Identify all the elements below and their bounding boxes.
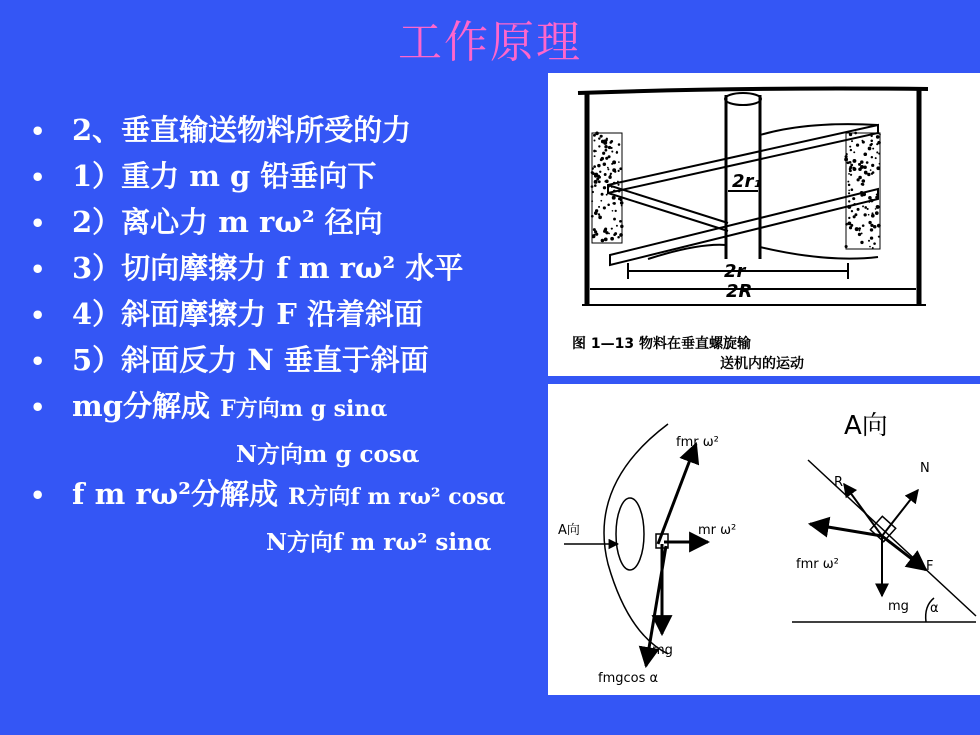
material-speck xyxy=(876,151,878,153)
material-speck xyxy=(845,245,848,248)
material-speck xyxy=(591,167,593,169)
material-speck xyxy=(858,163,861,166)
material-speck xyxy=(871,143,873,145)
material-speck xyxy=(852,159,856,163)
material-speck xyxy=(619,220,622,223)
material-speck xyxy=(856,144,859,147)
screw-conveyor-figure xyxy=(548,73,980,376)
material-speck xyxy=(864,166,866,168)
material-speck xyxy=(870,139,873,142)
bullet-text: 2、垂直输送物料所受的力 xyxy=(72,113,412,147)
material-speck xyxy=(861,140,863,142)
material-speck xyxy=(604,145,608,149)
bullet-dot: • xyxy=(30,301,46,330)
material-speck xyxy=(870,135,872,137)
material-speck xyxy=(595,132,599,136)
material-speck xyxy=(598,137,600,139)
material-speck xyxy=(601,239,605,243)
label-2r1: 2r₁ xyxy=(732,171,762,192)
material-speck xyxy=(860,241,863,244)
material-speck xyxy=(872,148,874,150)
material-speck xyxy=(591,200,593,202)
bullet-item xyxy=(30,108,411,149)
label-F: F xyxy=(926,559,934,574)
material-speck xyxy=(619,198,621,200)
view-a-title: A向 xyxy=(844,411,888,441)
bullet-text: 5）斜面反力 N 垂直于斜面 xyxy=(72,343,429,377)
material-speck xyxy=(868,240,870,242)
material-speck xyxy=(860,165,864,169)
material-speck xyxy=(612,168,616,172)
material-speck xyxy=(593,234,595,236)
material-speck xyxy=(613,218,616,221)
material-speck xyxy=(847,205,851,209)
material-speck xyxy=(598,175,600,177)
material-speck xyxy=(859,230,861,232)
material-speck xyxy=(598,213,600,215)
material-speck xyxy=(607,167,609,169)
label-2R: 2R xyxy=(726,281,753,302)
material-speck xyxy=(878,236,880,238)
material-speck xyxy=(868,214,870,216)
material-speck xyxy=(876,135,880,139)
material-speck xyxy=(876,166,880,170)
material-speck xyxy=(858,227,861,230)
material-speck xyxy=(619,233,623,237)
material-speck xyxy=(619,167,622,170)
bullet-item xyxy=(30,246,463,287)
material-speck xyxy=(847,181,849,183)
label-N: N xyxy=(920,461,930,476)
material-speck xyxy=(862,179,866,183)
bullet-text: 3）切向摩擦力 f m rω² 水平 xyxy=(72,251,464,285)
material-speck xyxy=(620,225,623,228)
figure-caption-1: 图 1—13 物料在垂直螺旋输 xyxy=(572,336,751,352)
material-speck xyxy=(852,197,855,200)
bullet-text: f m rω²分解成 xyxy=(72,477,289,511)
material-speck xyxy=(871,164,874,167)
material-speck xyxy=(602,152,605,155)
material-speck xyxy=(610,192,612,194)
material-speck xyxy=(603,206,606,209)
material-speck xyxy=(599,171,601,173)
material-speck xyxy=(864,171,868,175)
label-alpha: α xyxy=(930,601,939,616)
material-speck xyxy=(613,182,616,185)
material-speck xyxy=(594,184,597,187)
material-speck xyxy=(867,173,870,176)
material-speck xyxy=(875,196,878,199)
material-speck xyxy=(867,208,869,210)
material-speck xyxy=(872,247,874,249)
material-speck xyxy=(848,190,850,192)
material-speck xyxy=(849,166,852,169)
bullet-text-tail: R方向f m rω² cosα xyxy=(288,484,506,510)
label-left-a: A向 xyxy=(558,523,580,538)
material-speck xyxy=(604,238,608,242)
material-speck xyxy=(876,205,880,209)
material-speck xyxy=(617,184,619,186)
label-fmrw2-right: fmr ω² xyxy=(796,557,839,572)
bullet-text: 2）离心力 m rω² 径向 xyxy=(72,205,383,239)
material-speck xyxy=(871,173,873,175)
sub-line: N方向f m rω² sinα xyxy=(266,529,492,556)
label-fmrw2: fmr ω² xyxy=(676,435,719,450)
material-speck xyxy=(593,150,596,153)
material-speck xyxy=(616,151,618,153)
bullet-text: 1）重力 m g 铅垂向下 xyxy=(72,159,377,193)
material-speck xyxy=(854,132,857,135)
material-speck xyxy=(595,233,598,236)
label-R: R xyxy=(834,475,844,490)
bullet-item xyxy=(30,154,376,195)
material-speck xyxy=(606,194,608,196)
material-speck xyxy=(618,170,620,172)
material-speck xyxy=(873,242,876,245)
bullet-item xyxy=(30,292,423,333)
material-speck xyxy=(597,164,600,167)
material-speck xyxy=(863,152,867,156)
material-speck xyxy=(848,184,851,187)
material-speck xyxy=(868,147,872,151)
material-speck xyxy=(848,173,850,175)
material-speck xyxy=(620,189,622,191)
material-speck xyxy=(617,236,620,239)
material-speck xyxy=(861,183,864,186)
material-speck xyxy=(853,167,857,171)
bullet-text-tail: F方向m g sinα xyxy=(220,396,388,422)
material-speck xyxy=(846,224,848,226)
bullet-dot: • xyxy=(30,117,46,146)
material-speck xyxy=(612,160,616,164)
material-speck xyxy=(601,193,604,196)
material-speck xyxy=(850,149,852,151)
material-speck xyxy=(851,140,853,142)
material-speck xyxy=(598,180,601,183)
material-speck xyxy=(849,226,852,229)
material-speck xyxy=(613,233,616,236)
material-speck xyxy=(868,201,870,203)
material-speck xyxy=(850,174,852,176)
material-speck xyxy=(611,228,613,230)
material-speck xyxy=(608,146,611,149)
material-speck xyxy=(618,190,621,193)
material-speck xyxy=(612,210,614,212)
material-speck xyxy=(858,233,861,236)
material-speck xyxy=(605,149,608,152)
material-speck xyxy=(875,208,877,210)
material-speck xyxy=(862,224,865,227)
material-speck xyxy=(862,205,864,207)
figure-caption-2: 送机内的运动 xyxy=(720,356,804,372)
material-speck xyxy=(604,180,606,182)
material-speck xyxy=(601,135,603,137)
material-speck xyxy=(591,185,594,188)
material-speck xyxy=(618,143,621,146)
material-speck xyxy=(603,139,607,143)
material-speck xyxy=(603,163,606,166)
material-speck xyxy=(853,151,855,153)
material-speck xyxy=(857,178,860,181)
material-speck xyxy=(607,168,609,170)
material-speck xyxy=(871,156,873,158)
material-speck xyxy=(594,155,596,157)
material-speck xyxy=(877,224,881,228)
material-speck xyxy=(593,165,596,168)
material-speck xyxy=(870,236,873,239)
material-speck xyxy=(875,211,879,215)
material-speck xyxy=(870,169,872,171)
material-speck xyxy=(849,146,851,148)
bullet-dot: • xyxy=(30,481,46,510)
label-mg-right: mg xyxy=(888,599,909,614)
material-speck xyxy=(877,132,879,134)
material-speck xyxy=(604,173,607,176)
material-speck xyxy=(608,155,611,158)
material-speck xyxy=(868,196,872,200)
material-speck xyxy=(876,194,878,196)
bullet-item xyxy=(30,200,383,241)
material-speck xyxy=(617,181,619,183)
material-speck xyxy=(603,186,606,189)
material-speck xyxy=(855,227,859,231)
material-speck xyxy=(609,141,612,144)
label-mrw2: mr ω² xyxy=(698,523,737,538)
bullet-item xyxy=(30,384,387,425)
material-speck xyxy=(854,213,857,216)
material-speck xyxy=(877,141,881,145)
material-speck xyxy=(847,221,851,225)
material-speck xyxy=(594,173,598,177)
material-speck xyxy=(621,204,623,206)
material-speck xyxy=(612,196,616,200)
material-speck xyxy=(875,157,877,159)
material-speck xyxy=(593,134,596,137)
material-speck xyxy=(611,186,613,188)
material-speck xyxy=(594,211,598,215)
material-speck xyxy=(615,210,617,212)
bullet-dot: • xyxy=(30,209,46,238)
material-speck xyxy=(848,192,850,194)
material-speck xyxy=(600,200,602,202)
material-speck xyxy=(870,224,873,227)
material-speck xyxy=(603,230,606,233)
force-diagram-figure xyxy=(548,384,980,695)
material-speck xyxy=(848,217,850,219)
material-speck xyxy=(600,158,603,161)
material-speck xyxy=(608,233,610,235)
material-speck xyxy=(879,163,881,165)
label-2r: 2r xyxy=(724,261,746,282)
material-speck xyxy=(612,202,614,204)
material-speck xyxy=(844,157,848,161)
material-speck xyxy=(851,210,853,212)
material-speck xyxy=(851,188,854,191)
material-speck xyxy=(593,139,595,141)
material-speck xyxy=(620,181,622,183)
bullet-item xyxy=(30,338,429,379)
bullet-dot: • xyxy=(30,163,46,192)
material-speck xyxy=(608,186,610,188)
material-speck xyxy=(598,145,600,147)
material-speck xyxy=(853,203,856,206)
material-speck xyxy=(869,246,871,248)
bullet-dot: • xyxy=(30,393,46,422)
material-speck xyxy=(860,194,863,197)
material-speck xyxy=(610,237,614,241)
material-speck xyxy=(845,153,847,155)
bullet-item xyxy=(30,472,506,513)
material-speck xyxy=(849,133,852,136)
material-speck xyxy=(849,161,852,164)
bullet-text: mg分解成 xyxy=(72,389,221,423)
label-fmgcos: fmgcos α xyxy=(598,671,659,686)
material-speck xyxy=(870,228,873,231)
material-speck xyxy=(866,161,869,164)
material-speck xyxy=(598,206,600,208)
material-speck xyxy=(848,200,850,202)
material-speck xyxy=(871,214,875,218)
material-speck xyxy=(611,151,613,153)
material-speck xyxy=(591,215,594,218)
material-speck xyxy=(618,161,620,163)
label-mg-left: mg xyxy=(652,643,673,658)
material-speck xyxy=(613,190,616,193)
material-speck xyxy=(607,203,610,206)
slide-title: 工作原理 xyxy=(398,17,582,68)
material-speck xyxy=(879,134,881,136)
bullet-text: 4）斜面摩擦力 F 沿着斜面 xyxy=(72,297,423,331)
material-speck xyxy=(620,201,624,205)
bullet-dot: • xyxy=(30,347,46,376)
material-speck xyxy=(864,206,867,209)
sub-line: N方向m g cosα xyxy=(236,441,420,468)
material-speck xyxy=(592,191,594,193)
material-speck xyxy=(864,213,867,216)
material-speck xyxy=(598,216,602,220)
material-speck xyxy=(868,221,871,224)
bullet-dot: • xyxy=(30,255,46,284)
material-speck xyxy=(616,225,618,227)
material-speck xyxy=(878,153,880,155)
material-speck xyxy=(594,180,598,184)
material-speck xyxy=(857,208,860,211)
material-speck xyxy=(610,173,612,175)
